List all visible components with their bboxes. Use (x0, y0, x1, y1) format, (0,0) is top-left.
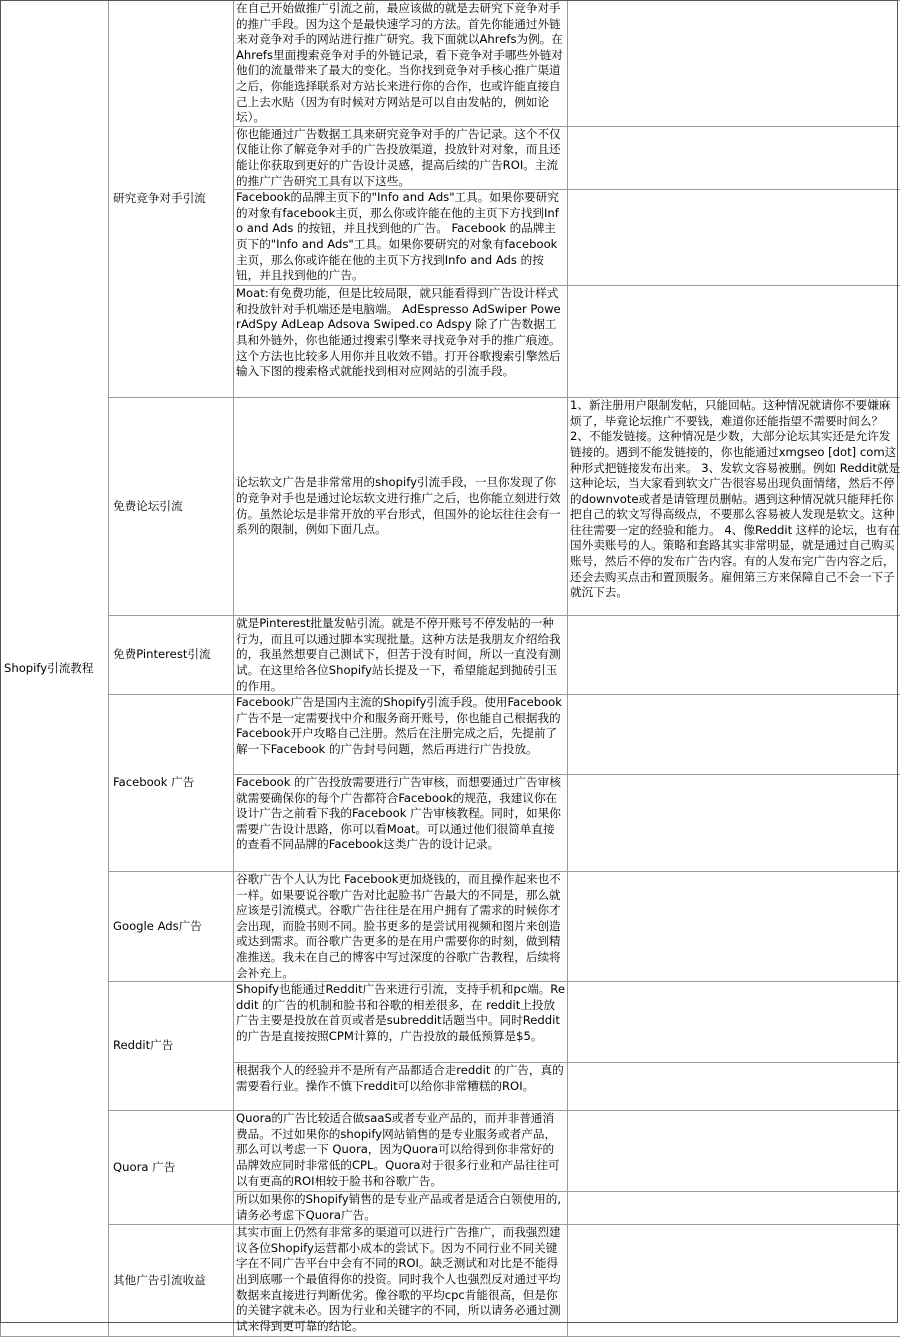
table-row (1, 982, 900, 1063)
table-row (1, 1225, 900, 1337)
table-row (1, 872, 900, 982)
content-cell: Shopify也能通过Reddit广告来进行引流，支持手机和pc端。Reddit 的广告的机制和脸书和谷歌的相差很多，在 reddit上投放广告主要是投放在首页或者是subreddit话题当中。同时Reddit的广告是直接按照CPM计算的，广告投放的最低预算是$5。 (234, 982, 568, 1063)
table-row (1, 616, 900, 695)
content-cell: 你也能通过广告数据工具来研究竞争对手的广告记录。这个不仅仅能让你了解竞争对手的广告投放渠道，投放针对对象，而且还能让你获取到更好的广告设计灵感，提高后续的广告ROI。主流的推广广告研究工具有以下这些。 (234, 126, 568, 189)
notes-cell (568, 775, 900, 872)
notes-cell (568, 695, 900, 775)
table-row (1, 1, 900, 127)
notes-cell: 1、新注册用户限制发帖，只能回帖。这种情况就请你不要嫌麻烦了，毕竟论坛推广不要钱，难道你还能指望不需要时间么？2、不能发链接。这种情况是少数，大部分论坛其实还是允许发链接的。遇到不能发链接的，你也能通过xmgseo [dot] com这种形式把链接发布出来。 3、发软文容易被删。例如 Reddit就是这种论坛，当大家看到软文广告很容易出现负面情绪，然后不停的downvote或者是请管理员删帖。遇到这种情况就只能拜托你把自己的软文写得高级点，不要那么容易被人发现是软文。这种往往需要一定的经验和能力。 4、像Reddit 这样的论坛，也有在国外卖账号的人。策略和套路其实非常明显，就是通过自己购买账号，然后不停的发布广告内容。有的人发布完广告内容之后，还会去购买点击和置顶服务。雇佣第三方来保障自己不会一下子就沉下去。 (568, 398, 900, 616)
category-cell: Quora 广告 (109, 1111, 234, 1225)
content-cell: Facebook的品牌主页下的"Info and Ads"工具。如果你要研究的对象有facebook主页，那么你或许能在他的主页下方找到Info and Ads 的按钮，并且找到他的广告。 Facebook 的品牌主页下的"Info and Ads"工具。如果你要研究的对象有facebook主页，那么你或许能在他的主页下方找到Info and Ads 的按钮，并且找到他的广告。 (234, 190, 568, 286)
category-cell: 研究竞争对手引流 (109, 1, 234, 398)
content-cell: Facebook 的广告投放需要进行广告审核，而想要通过广告审核就需要确保你的每个广告都符合Facebook的规范，我建议你在设计广告之前看下我的Facebook 广告审核教程。同时，如果你需要广告设计思路，你可以看Moat。可以通过他们很简单直接的查看不同品牌的Facebook这类广告的设计记录。 (234, 775, 568, 872)
content-cell: 论坛软文广告是非常常用的shopify引流手段，一旦你发现了你的竞争对手也是通过论坛软文进行推广之后，也你能立刻进行效仿。虽然论坛是非常开放的平台形式，但国外的论坛往往会有一系列的限制，例如下面几点。 (234, 398, 568, 616)
category-cell: Facebook 广告 (109, 695, 234, 872)
content-cell: Moat:有免费功能，但是比较局限，就只能看得到广告设计样式和投放针对手机端还是电脑端。 AdEspresso AdSwiper PowerAdSpy AdLeap Adsova Swiped.co Adspy 除了广告数据工具和外链外，你也能通过搜索引擎来寻找竞争对手的推广痕迹。这个方法也比较多人用你并且收效不错。打开谷歌搜索引擎然后输入下图的搜索格式就能找到相对应网站的引流手段。 (234, 286, 568, 398)
content-cell: 就是Pinterest批量发帖引流。就是不停开账号不停发帖的一种行为，而且可以通过脚本实现批量。这种方法是我朋友介绍给我的，我虽然想要自己测试下，但苦于没有时间，所以一直没有测试。在这里给各位Shopify站长提及一下，希望能起到抛砖引玉的作用。 (234, 616, 568, 695)
content-cell: Facebook广告是国内主流的Shopify引流手段。使用Facebook广告不是一定需要找中介和服务商开账号，你也能自己根据我的 Facebook开户攻略自己注册。然后在注册完成之后，先提前了解一下Facebook 的广告封号问题，然后再进行广告投放。 (234, 695, 568, 775)
category-cell: 免费论坛引流 (109, 398, 234, 616)
notes-cell (568, 190, 900, 286)
content-cell: Quora的广告比较适合做saaS或者专业产品的，而并非普通消费品。不过如果你的shopify网站销售的是专业服务或者产品，那么可以考虑一下 Quora，因为Quora可以给得到你非常好的品牌效应同时非常低的CPL。Quora对于很多行业和产品往往可以有更高的ROI相较于脸书和谷歌广告。 (234, 1111, 568, 1192)
notes-cell (568, 1111, 900, 1192)
content-cell: 根据我个人的经验并不是所有产品都适合走reddit 的广告，真的需要看行业。操作不慎下reddit可以给你非常糟糕的ROI。 (234, 1063, 568, 1111)
notes-cell (568, 872, 900, 982)
table-row (1, 695, 900, 775)
content-cell: 在自己开始做推广引流之前，最应该做的就是去研究下竞争对手的推广手段。因为这个是最快速学习的方法。首先你能通过外链来对竞争对手的网站进行推广研究。我下面就以Ahrefs为例。在Ahrefs里面搜索竞争对手的外链记录，看下竞争对手哪些外链对他们的流量带来了最大的变化。当你找到竞争对手核心推广渠道之后，你能选择联系对方站长来进行你的合作，也或许能直接自己上去水贴（因为有时候对方网站是可以自由发帖的，例如论坛）。 (234, 1, 568, 127)
notes-cell (568, 982, 900, 1063)
notes-cell (568, 1063, 900, 1111)
content-cell: 其实市面上仍然有非常多的渠道可以进行广告推广，而我强烈建议各位Shopify运营都小成本的尝试下。因为不同行业不同关键字在不同广告平台中会有不同的ROI。缺乏测试和对比是不能得出到底哪一个最值得你的投资。同时我个人也强烈反对通过平均数据来直接进行判断优劣。像谷歌的平均cpc肯能很高，但是你的关键字就未必。因为行业和关键字的不同，所以请务必通过测试来得到更可靠的结论。 (234, 1225, 568, 1337)
table-row (1, 398, 900, 616)
notes-cell (568, 1192, 900, 1225)
main-topic-cell: Shopify引流教程 (1, 1, 109, 1337)
category-cell: 其他广告引流收益 (109, 1225, 234, 1337)
content-cell: 所以如果你的Shopify销售的是专业产品或者是适合白领使用的,请务必考虑下Quora广告。 (234, 1192, 568, 1225)
category-cell: 免费Pinterest引流 (109, 616, 234, 695)
notes-cell (568, 1225, 900, 1337)
notes-cell (568, 126, 900, 189)
notes-cell (568, 286, 900, 398)
content-cell: 谷歌广告个人认为比 Facebook更加烧钱的，而且操作起来也不一样。如果要说谷歌广告对比起脸书广告最大的不同是，那么就应该是引流模式。谷歌广告往往是在用户拥有了需求的时候你才会出现，而脸书则不同。脸书更多的是尝试用视频和图片来创造或达到需求。而谷歌广告更多的是在用户需要你的时刻，做到精准推送。我未在自己的博客中写过深度的谷歌广告教程，后续将会补充上。 (234, 872, 568, 982)
notes-cell (568, 616, 900, 695)
notes-cell (568, 1, 900, 127)
category-cell: Google Ads广告 (109, 872, 234, 982)
category-cell: Reddit广告 (109, 982, 234, 1111)
table-row (1, 1111, 900, 1192)
